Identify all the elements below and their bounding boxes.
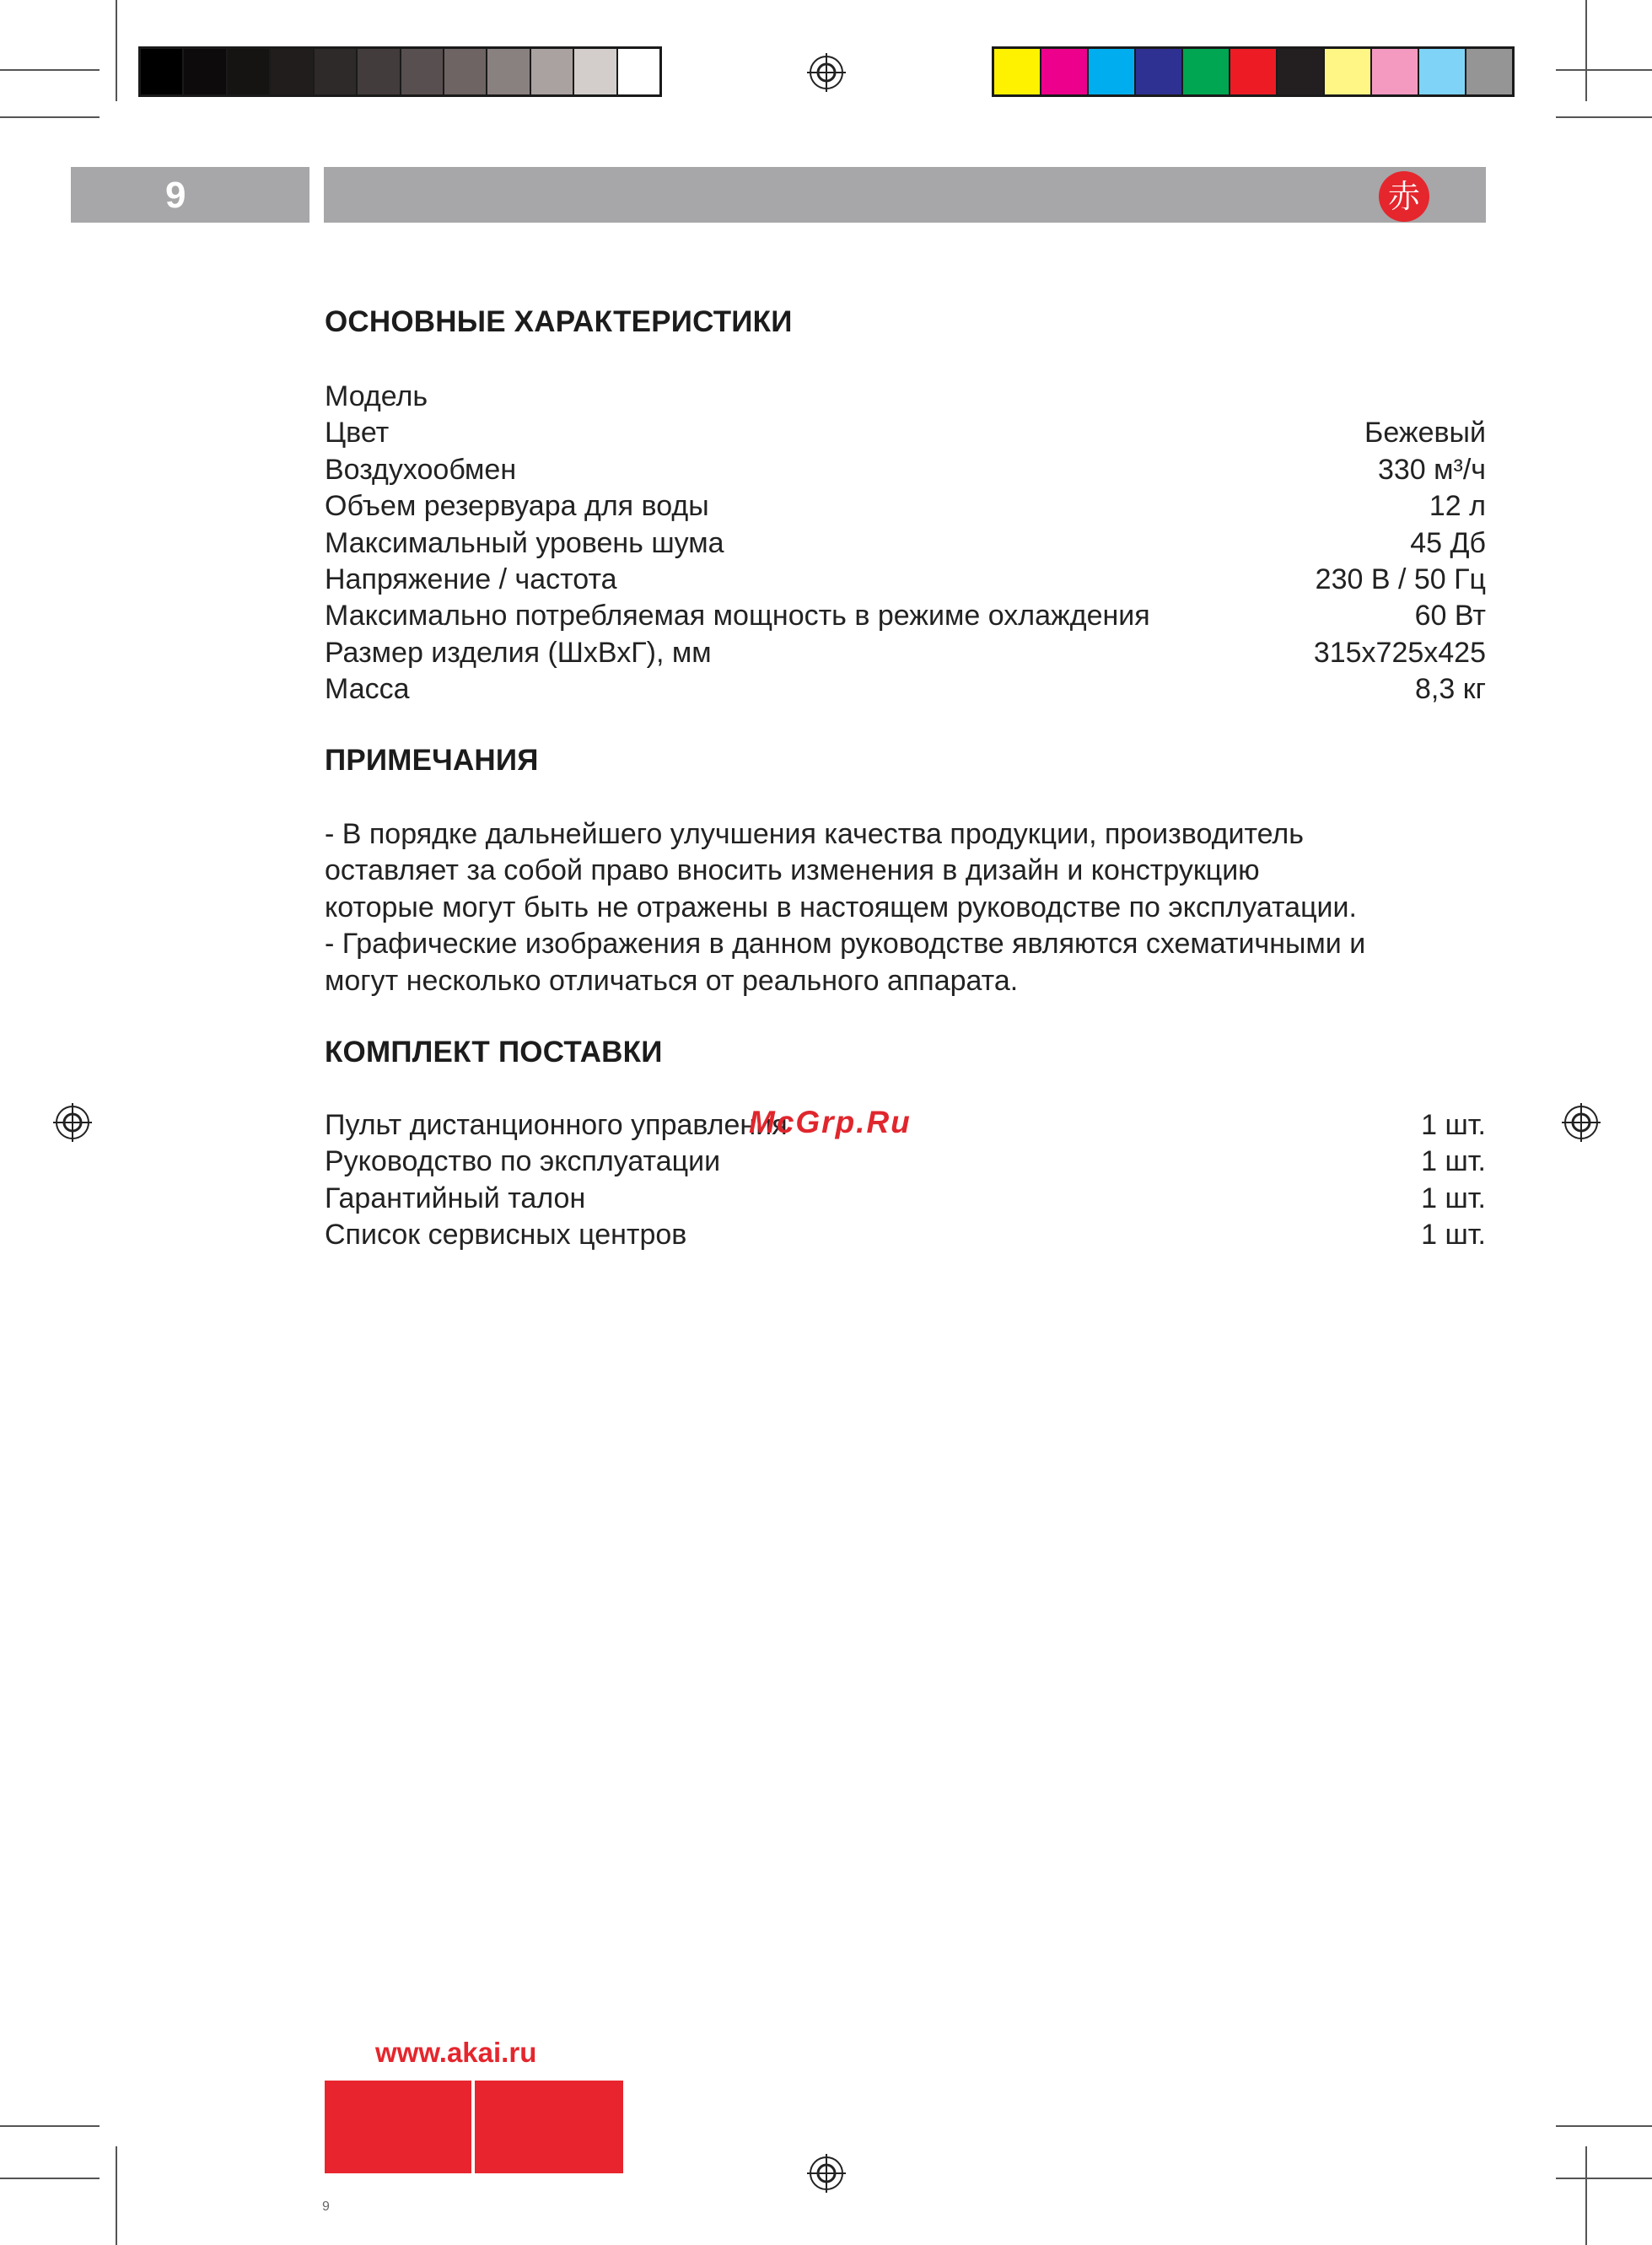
spec-row [325,379,1486,415]
crop-mark [1585,2146,1587,2245]
spec-row-value: 230 В / 50 Гц [1315,563,1486,595]
package-heading: КОМПЛЕКТ ПОСТАВКИ [325,1036,663,1069]
color-swatch [1466,49,1512,94]
note-line: - В порядке дальнейшего улучшения качества продукции, производитель [325,818,1304,850]
package-item-value: 1 шт. [1421,1219,1486,1252]
registration-mark-icon [53,1103,92,1142]
spec-row [325,525,1486,562]
spec-row-label: Воздухообмен [325,453,517,486]
spec-row-label: Цвет [325,417,390,450]
crop-mark [1585,0,1587,101]
package-item-label: Гарантийный талон [325,1182,586,1214]
spec-row [325,452,1486,488]
note-line: которые могут быть не отражены в настоящем руководстве по эксплуатации. [325,891,1357,923]
color-swatch [1325,49,1372,94]
footer-page-number: 9 [322,2199,330,2214]
website-link[interactable]: www.akai.ru [375,2037,537,2068]
note-line: могут несколько отличаться от реального аппарата. [325,964,1019,997]
color-swatch [487,49,530,94]
spec-row-label: Размер изделия (ШхВхГ), мм [325,636,712,669]
color-swatch [141,49,184,94]
crop-mark [1556,2125,1652,2127]
specs-table [325,379,1486,708]
registration-mark-icon [1562,1103,1601,1142]
crop-mark [116,0,117,101]
package-item [325,1144,1486,1180]
color-swatch [1041,49,1089,94]
spec-row [325,671,1486,708]
crop-mark [1556,69,1652,71]
grayscale-color-bar [138,46,662,97]
note-line: - Графические изображения в данном руководстве являются схематичными и [325,928,1366,961]
spec-row-value: 60 Вт [1414,600,1486,633]
watermark: McGrp.Ru [749,1105,912,1139]
note-line: оставляет за собой право вносить изменения в дизайн и конструкцию [325,854,1260,887]
spec-row-label: Напряжение / частота [325,563,617,595]
footer-red-block [475,2081,623,2173]
process-color-bar [992,46,1515,97]
crop-mark [116,2146,117,2245]
package-item [325,1181,1486,1217]
package-item-label: Список сервисных центров [325,1219,687,1252]
page-number: 9 [165,175,186,216]
package-item-label: Руководство по эксплуатации [325,1145,721,1178]
notes-text [325,816,1486,999]
color-swatch [228,49,271,94]
color-swatch [1230,49,1278,94]
crop-mark [0,116,100,118]
color-swatch [618,49,659,94]
color-swatch [1183,49,1230,94]
package-item-value: 1 шт. [1421,1182,1486,1214]
registration-mark-icon [807,2154,846,2193]
spec-row [325,415,1486,451]
crop-mark [0,2125,100,2127]
spec-row-value: Бежевый [1364,417,1486,450]
spec-row-value: 8,3 кг [1415,673,1486,706]
spec-row-value: 315x725x425 [1313,636,1486,669]
package-item-value: 1 шт. [1421,1145,1486,1178]
color-swatch [401,49,444,94]
header-page-tab [71,167,309,223]
spec-row [325,598,1486,634]
header-bar [324,167,1486,223]
color-swatch [1372,49,1419,94]
spec-row-label: Максимально потребляемая мощность в режиме охлаждения [325,600,1150,633]
spec-row-value: 45 Дб [1410,526,1486,559]
color-swatch [444,49,487,94]
color-swatch [994,49,1041,94]
spec-row-label: Объем резервуара для воды [325,490,709,523]
registration-mark-icon [807,53,846,92]
spec-row [325,635,1486,671]
specs-heading: ОСНОВНЫЕ ХАРАКТЕРИСТИКИ [325,305,793,338]
spec-row-label: Масса [325,673,410,706]
color-swatch [1278,49,1325,94]
spec-row [325,488,1486,525]
spec-row-value: 12 л [1429,490,1486,523]
spec-row [325,562,1486,598]
crop-mark [0,2178,100,2179]
crop-mark [1556,2178,1652,2179]
color-swatch [574,49,617,94]
crop-mark [1556,116,1652,118]
color-swatch [1136,49,1183,94]
color-swatch [1419,49,1466,94]
spec-row-value: 330 м³/ч [1377,453,1486,486]
spec-row-label: Модель [325,380,428,412]
package-item-value: 1 шт. [1421,1109,1486,1141]
spec-row-label: Максимальный уровень шума [325,526,724,559]
package-item [325,1217,1486,1253]
color-swatch [271,49,314,94]
color-swatch [358,49,401,94]
color-swatch [315,49,358,94]
brand-logo-icon: 赤 [1379,171,1429,222]
notes-heading: ПРИМЕЧАНИЯ [325,744,539,777]
crop-mark [0,69,100,71]
color-swatch [1089,49,1136,94]
color-swatch [184,49,227,94]
color-swatch [531,49,574,94]
footer-red-block [325,2081,471,2173]
package-item-label: Пульт дистанционного управления [325,1109,788,1141]
